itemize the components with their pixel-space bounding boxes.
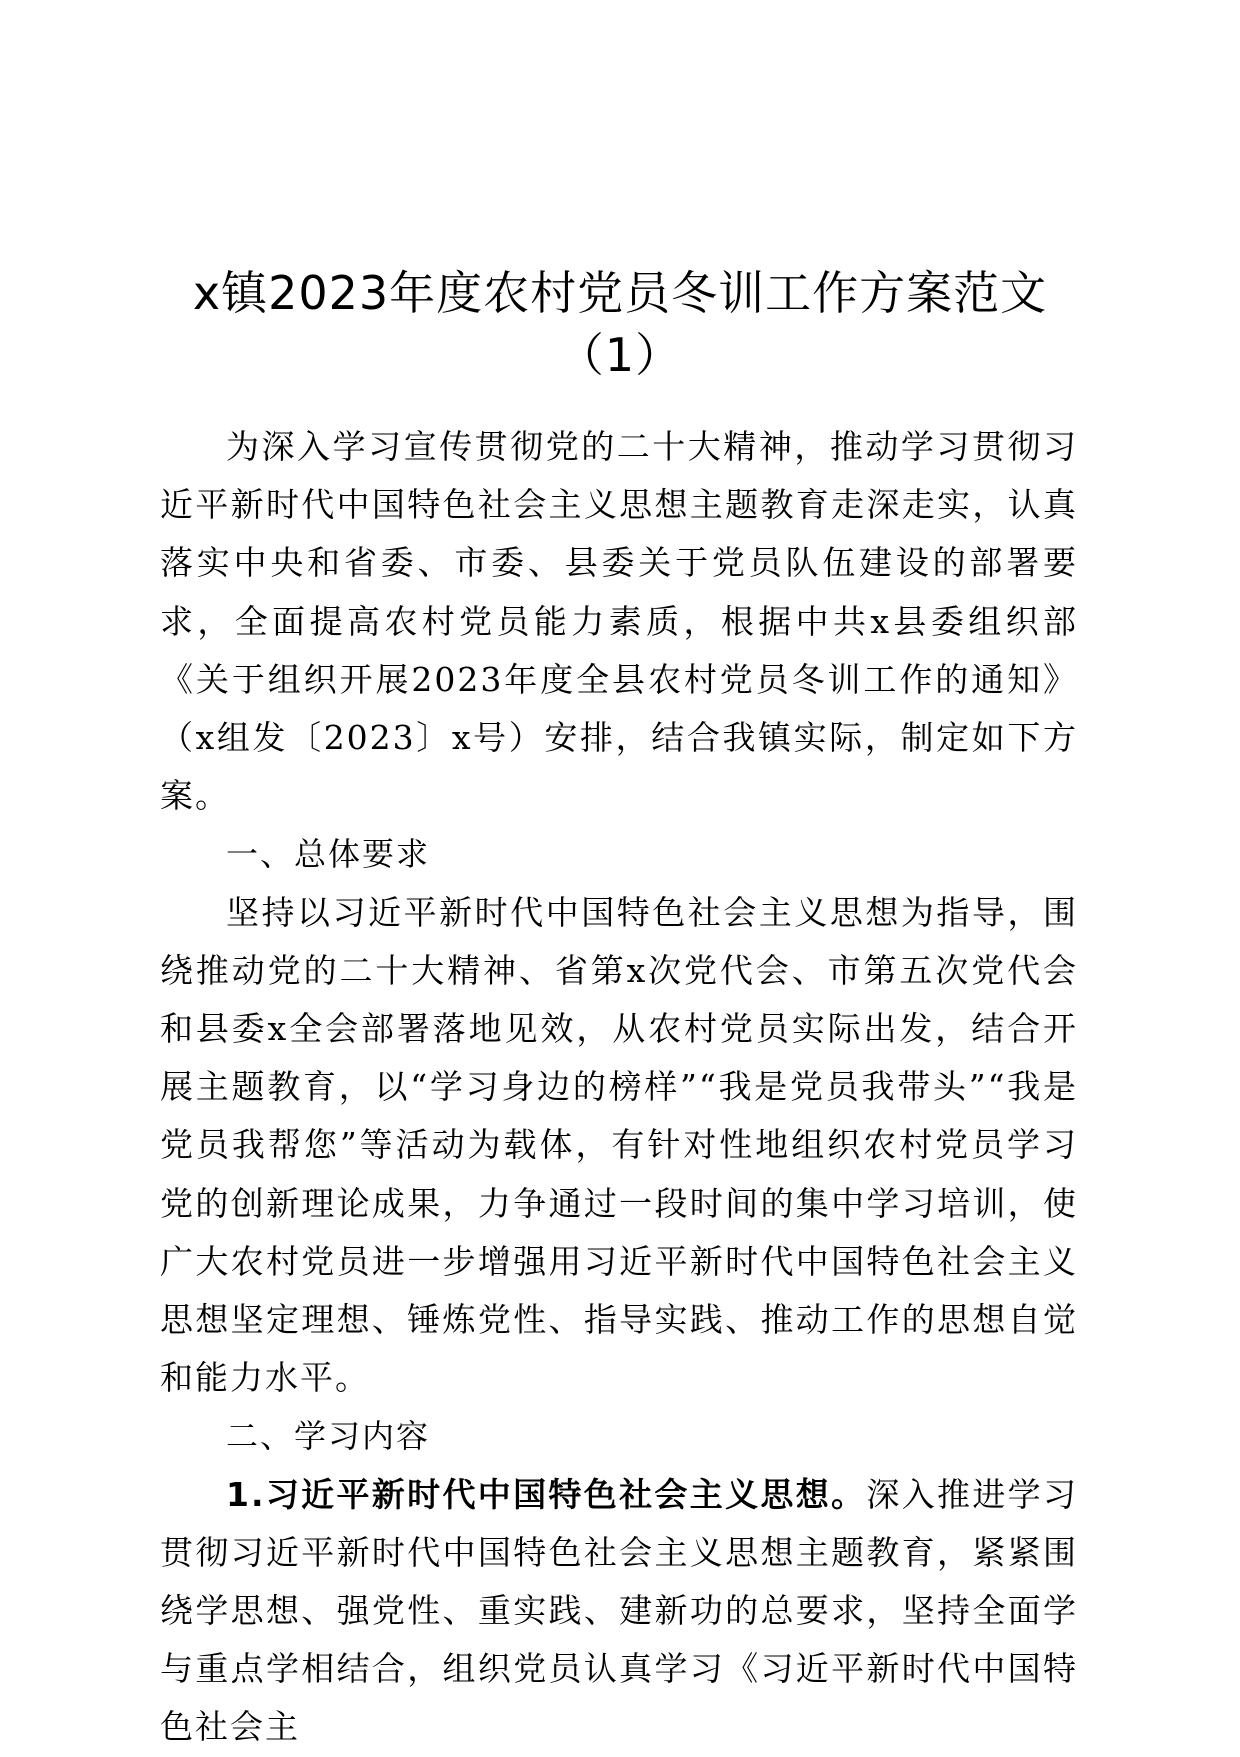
document-title [150,262,1090,386]
study-item-1-lead: 1.习近平新时代中国特色社会主义思想。 [226,1474,867,1514]
title-line-2: （1） [557,328,683,382]
study-item-1-body: 深入推进学习贯彻习近平新时代中国特色社会主义思想主题教育，紧紧围绕学思想、强党性、重实践、建新功的总要求，坚持全面学与重点学相结合，组织党员认真学习《习近平新时代中国特色社会主 [160,1474,1079,1747]
document-body [160,418,1078,1757]
section-heading-study-content: 二、学习内容 [226,1417,431,1456]
section-heading-general-requirements: 一、总体要求 [226,835,431,874]
intro-paragraph: 为深入学习宣传贯彻党的二十大精神，推动学习贯彻习近平新时代中国特色社会主义思想主题教育走深走实，认真落实中央和省委、市委、县委关于党员队伍建设的部署要求，全面提高农村党员能力素质，根据中共x县委组织部《关于组织开展2023年度全县农村党员冬训工作的通知》（x组发〔2023〕x号）安排，结合我镇实际，制定如下方案。 [160,427,1078,816]
general-requirements-paragraph: 坚持以习近平新时代中国特色社会主义思想为指导，围绕推动党的二十大精神、省第x次党代会、市第五次党代会和县委x全会部署落地见效，从农村党员实际出发，结合开展主题教育，以“学习身边的榜样”“我是党员我带头”“我是党员我帮您”等活动为载体，有针对性地组织农村党员学习党的创新理论成果，力争通过一段时间的集中学习培训，使广大农村党员进一步增强用习近平新时代中国特色社会主义思想坚定理想、锤炼党性、指导实践、推动工作的思想自觉和能力水平。 [160,892,1078,1398]
title-line-1: x镇2023年度农村党员冬训工作方案范文 [192,266,1048,320]
study-item-1-paragraph [160,1466,1078,1757]
